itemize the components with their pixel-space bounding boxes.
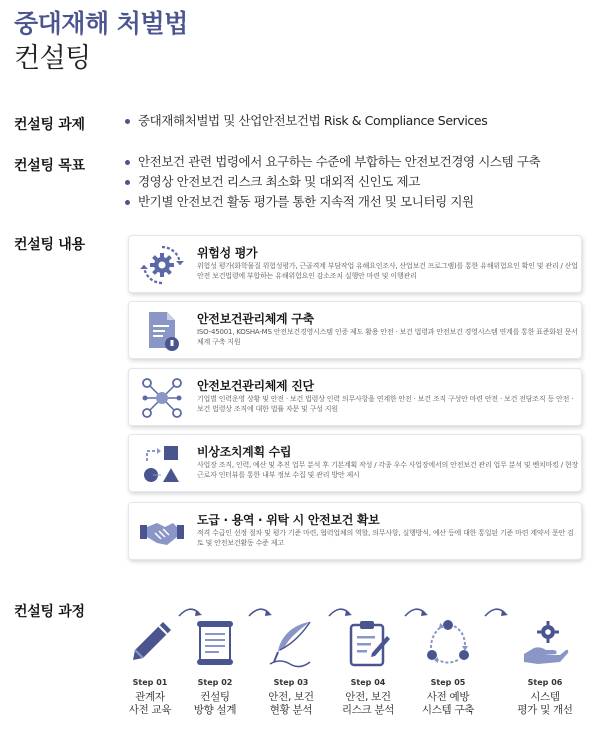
quill-icon	[266, 618, 316, 668]
goals-list	[124, 152, 540, 212]
hand-gear-icon	[520, 618, 570, 668]
process-step-4	[329, 618, 407, 717]
process-step-2	[176, 618, 254, 717]
curved-arrow-icon	[247, 604, 273, 618]
content-label: 컨설팅 내용	[14, 237, 85, 253]
card-title: 안전보건관리체제 진단	[197, 379, 314, 393]
curved-arrow-icon	[327, 604, 353, 618]
goal-item: 반기별 안전보건 활동 평가를 통한 지속적 개선 및 모니터링 지원	[124, 192, 540, 212]
step-number: Step 02	[197, 678, 233, 687]
step-label: 안전, 보건 리스크 분석	[341, 691, 395, 716]
card-description: 위험성 평가(화학물질 위험성평가, 근골격계 부담작업 유해요인조사, 산업보건 프로그램)를 통한 유해위험요인 확인 및 관리 / 산업안전 보건법령에 부합하는 유해위험요인 감소조치 실행안 마련 및 이행관리	[197, 262, 578, 280]
card-description: 기업별 인력운영 상황 및 안전 · 보건 법령상 인력 의무사항을 연계한 안전 · 보건 조직 구성안 마련 안전 · 보건 전담조직 등 안전 · 보건 법령상 조직에 대한 법률 자문 및 구성 지원	[197, 395, 574, 413]
step-label: 시스템 평가 및 개선	[517, 691, 573, 716]
card-title: 도급 · 용역 · 위탁 시 안전보건 확보	[197, 513, 380, 527]
card-title: 위험성 평가	[197, 246, 258, 260]
document-icon	[139, 308, 185, 354]
step-number: Step 01	[132, 678, 168, 687]
cycle-icon	[423, 618, 473, 668]
content-card-subcontract-safety	[128, 502, 582, 560]
step-label: 컨설팅 방향 설계	[193, 691, 237, 716]
scroll-icon	[190, 618, 240, 668]
content-card-emergency-plan	[128, 434, 582, 492]
task-label: 컨설팅 과제	[14, 117, 85, 133]
card-title: 비상조치계획 수립	[197, 445, 292, 459]
card-description: 적격 수급인 선정 절차 및 평가 기준 마련, 협력업체의 역할, 의무사항, 실행방식, 예산 등에 대한 통일된 기준 마련 계약서 문안 검토 및 안전보건활동 수준 제고	[197, 529, 574, 547]
goal-item: 안전보건 관련 법령에서 요구하는 수준에 부합하는 안전보건경영 시스템 구축	[124, 152, 540, 172]
gear-cycle-icon	[139, 242, 185, 288]
process-step-6	[506, 618, 584, 717]
content-card-organization-diagnosis	[128, 368, 582, 426]
step-number: Step 05	[430, 678, 466, 687]
goal-item: 경영상 안전보건 리스크 최소화 및 대외적 신인도 제고	[124, 172, 540, 192]
step-label: 안전, 보건 현황 분석	[268, 691, 314, 716]
goals-label: 컨설팅 목표	[14, 158, 85, 174]
curved-arrow-icon	[403, 604, 429, 618]
handshake-icon	[139, 509, 185, 555]
curved-arrow-icon	[177, 604, 203, 618]
step-number: Step 03	[273, 678, 309, 687]
step-label: 사전 예방 시스템 구축	[421, 691, 475, 716]
process-step-5	[409, 618, 487, 717]
pen-icon	[125, 618, 175, 668]
task-list	[124, 111, 487, 131]
card-description: 사업장 조직, 인력, 예산 및 추진 업무 분석 후 기본계획 작성 / 각종 우수 사업장에서의 안전보건 관리 업무 분석 및 벤치마킹 / 현장근로자 인터뷰를 통한 내부 정보 수집 및 관리 방안 제시	[197, 461, 579, 479]
network-icon	[139, 375, 185, 421]
step-label: 관계자 사전 교육	[128, 691, 172, 716]
shapes-icon	[139, 441, 185, 487]
process-label: 컨설팅 과정	[14, 604, 85, 620]
curved-arrow-icon	[483, 604, 509, 618]
card-title: 안전보건관리체계 구축	[197, 312, 314, 326]
page-subtitle: 컨설팅	[14, 43, 91, 74]
task-item: 중대재해처벌법 및 산업안전보건법 Risk & Compliance Services	[124, 111, 487, 131]
content-card-risk-assessment	[128, 235, 582, 293]
step-number: Step 04	[350, 678, 386, 687]
step-number: Step 06	[527, 678, 563, 687]
page-title: 중대재해 처벌법	[14, 9, 188, 38]
content-card-management-system	[128, 301, 582, 359]
card-description: ISO-45001, KOSHA-MS 안전보건경영시스템 인증 제도 활용 안전 · 보건 법령과 안전보건 경영시스템 연계를 통한 표준화된 문서체계 구축 지원	[197, 328, 578, 346]
process-step-3	[252, 618, 330, 717]
clipboard-icon	[343, 618, 393, 668]
